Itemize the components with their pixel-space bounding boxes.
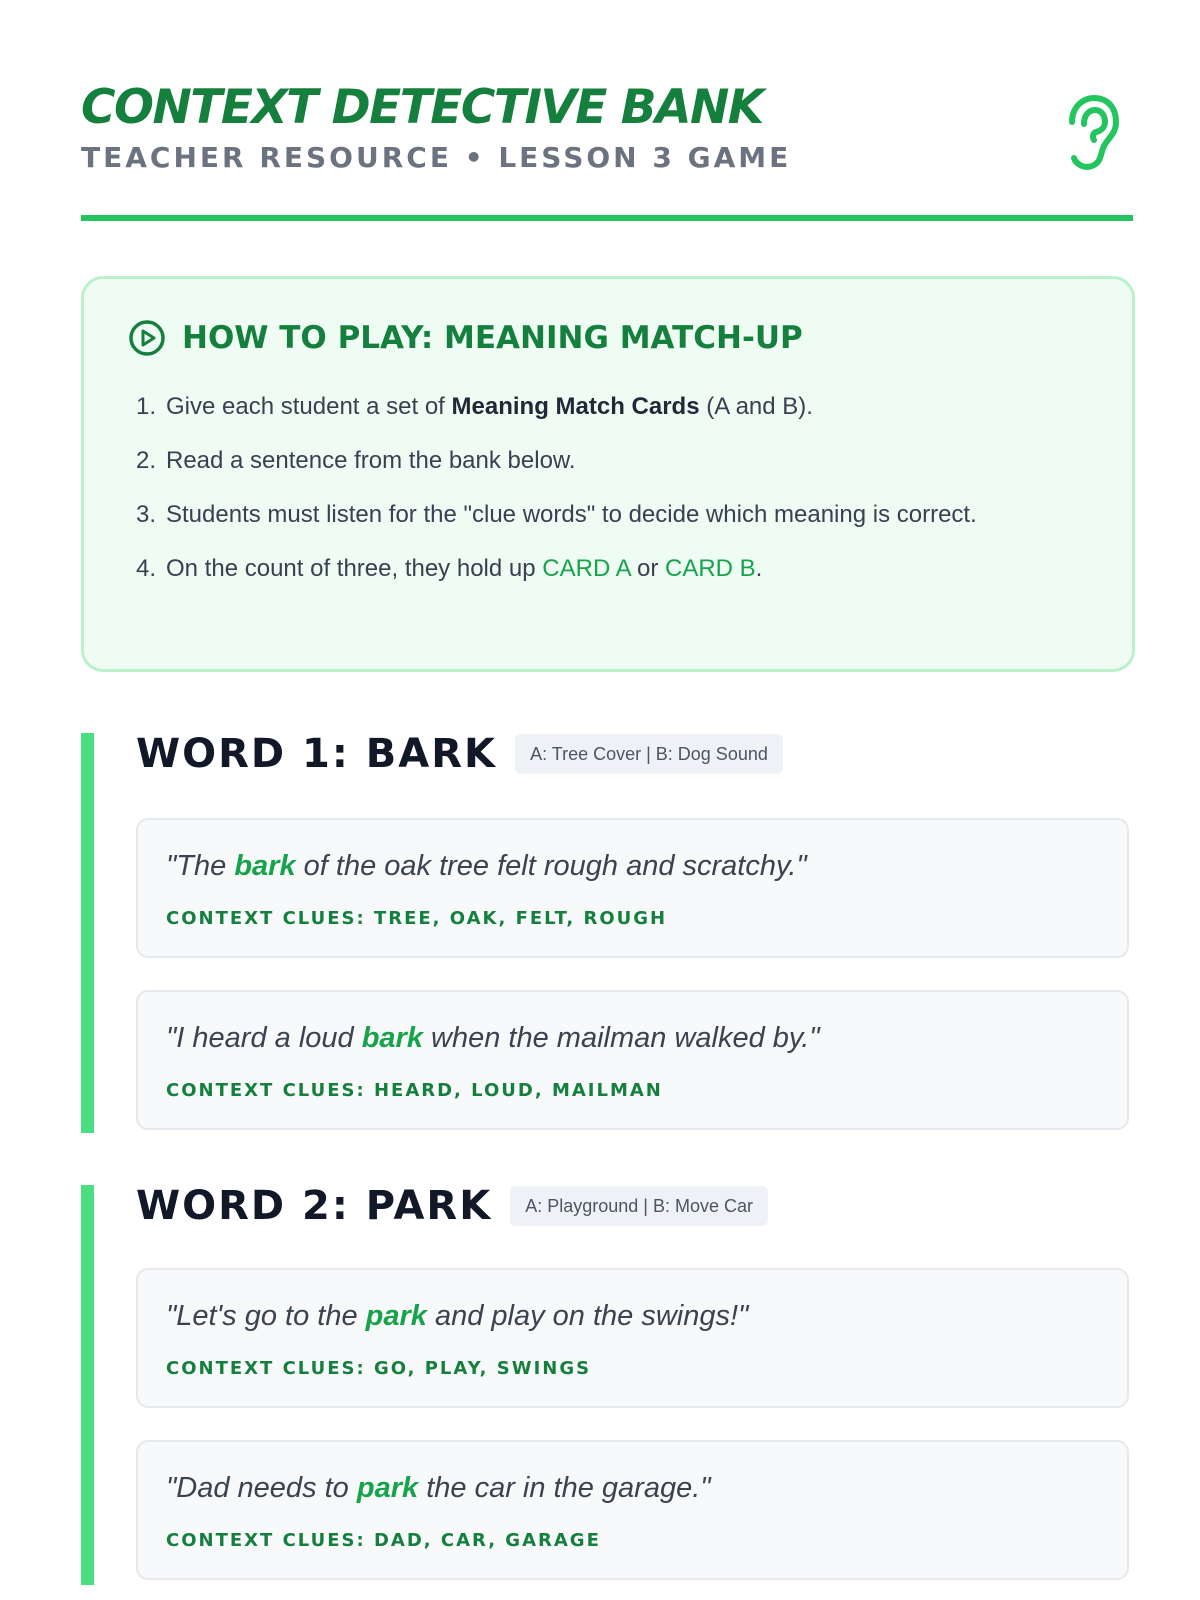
target-word: bark	[361, 1022, 423, 1054]
step-number: 4.	[136, 555, 157, 582]
example-sentence: "The bark of the oak tree felt rough and scratchy."	[166, 850, 807, 882]
step-text: On the count of three, they hold up CARD A or CARD B.	[166, 555, 763, 582]
ear-icon	[1060, 94, 1120, 174]
context-clues: CONTEXT CLUES: TREE, OAK, FELT, ROUGH	[166, 908, 668, 929]
context-clues: CONTEXT CLUES: DAD, CAR, GARAGE	[166, 1530, 601, 1551]
header-divider	[81, 215, 1133, 221]
context-clues: CONTEXT CLUES: HEARD, LOUD, MAILMAN	[166, 1080, 663, 1101]
meanings-badge: A: Tree Cover | B: Dog Sound	[515, 734, 783, 774]
page-subtitle: TEACHER RESOURCE • LESSON 3 GAME	[81, 141, 792, 174]
sentence-card	[136, 1268, 1129, 1408]
step-number: 1.	[136, 393, 157, 420]
card-a-label: CARD A	[542, 555, 631, 582]
target-word: park	[356, 1472, 419, 1504]
how-to-play-title: HOW TO PLAY: MEANING MATCH-UP	[182, 320, 803, 356]
example-sentence: "Let's go to the park and play on the swings!"	[166, 1300, 749, 1332]
step-text: Read a sentence from the bank below.	[166, 447, 576, 474]
instruction-step	[136, 387, 1066, 427]
word-title: WORD 1: BARK	[136, 731, 498, 777]
sentence-card	[136, 990, 1129, 1130]
sentence-card	[136, 818, 1129, 958]
step-number: 3.	[136, 501, 157, 528]
page-header	[81, 78, 1133, 176]
section-accent-bar	[81, 733, 94, 1133]
target-word: park	[365, 1300, 427, 1332]
step-text: Students must listen for the "clue words" to decide which meaning is correct.	[166, 501, 977, 528]
instruction-list	[136, 387, 1066, 603]
word-section-park	[81, 1185, 1133, 1585]
step-text: Give each student a set of Meaning Match Cards (A and B).	[166, 393, 813, 420]
example-sentence: "Dad needs to park the car in the garage."	[166, 1472, 711, 1504]
page-title: CONTEXT DETECTIVE BANK	[81, 80, 763, 135]
word-heading	[136, 733, 783, 775]
step-emphasis: Meaning Match Cards	[451, 393, 700, 420]
section-accent-bar	[81, 1185, 94, 1585]
how-to-play-heading	[128, 319, 803, 357]
word-title: WORD 2: PARK	[136, 1183, 493, 1229]
example-sentence: "I heard a loud bark when the mailman walked by."	[166, 1022, 820, 1054]
card-b-label: CARD B	[664, 555, 756, 582]
play-circle-icon	[128, 319, 166, 357]
context-clues: CONTEXT CLUES: GO, PLAY, SWINGS	[166, 1358, 592, 1379]
instruction-step	[136, 441, 1066, 481]
sentence-card	[136, 1440, 1129, 1580]
how-to-play-panel	[81, 276, 1135, 672]
word-heading	[136, 1185, 768, 1227]
meanings-badge: A: Playground | B: Move Car	[510, 1186, 768, 1226]
instruction-step	[136, 495, 1066, 535]
word-section-bark	[81, 733, 1133, 1133]
instruction-step	[136, 549, 1066, 589]
step-number: 2.	[136, 447, 157, 474]
target-word: bark	[234, 850, 296, 882]
